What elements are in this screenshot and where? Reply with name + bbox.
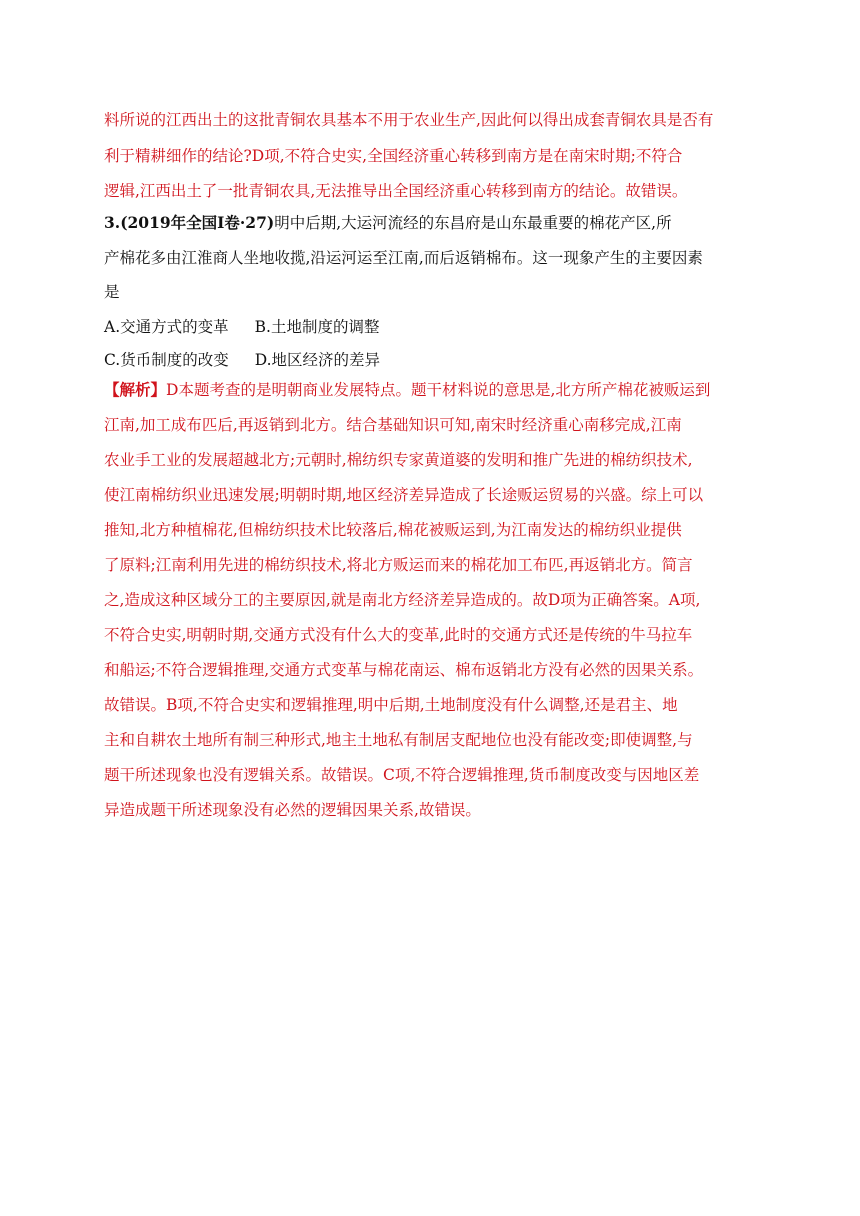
analysis-line: 和船运;不符合逻辑推理,交通方式变革与棉花南运、棉布返销北方没有必然的因果关系。 — [104, 661, 704, 679]
question-stem-first-line — [104, 213, 672, 233]
prev-analysis-line: 料所说的江西出土的这批青铜农具基本不用于农业生产,因此何以得出成套青铜农具是否有 — [104, 111, 714, 129]
analysis-line: 江南,加工成布匹后,再返销到北方。结合基础知识可知,南宋时经济重心南移完成,江南 — [104, 416, 682, 434]
options-row-2 — [104, 350, 380, 370]
options-row-1 — [104, 317, 379, 337]
analysis-line: 推知,北方种植棉花,但棉纺织技术比较落后,棉花被贩运到,为江南发达的棉纺织业提供 — [104, 521, 682, 539]
analysis-line: 异造成题干所述现象没有必然的逻辑因果关系,故错误。 — [104, 801, 481, 819]
question-stem-line: 是 — [104, 283, 120, 301]
question-source: (2019年全国Ⅰ卷·27) — [120, 213, 275, 232]
prev-analysis-line: 利于精耕细作的结论?D项,不符合史实,全国经济重心转移到南方是在南宋时期;不符合 — [104, 147, 683, 165]
analysis-label: 【解析】 — [104, 380, 167, 399]
analysis-text: D本题考查的是明朝商业发展特点。题干材料说的意思是,北方所产棉花被贩运到 — [166, 381, 711, 399]
analysis-line: 题干所述现象也没有逻辑关系。故错误。C项,不符合逻辑推理,货币制度改变与因地区差 — [104, 766, 700, 784]
analysis-line: 故错误。B项,不符合史实和逻辑推理,明中后期,土地制度没有什么调整,还是君主、地 — [104, 696, 678, 714]
option-c: C.货币制度的改变 — [104, 351, 229, 369]
analysis-line: 使江南棉纺织业迅速发展;明朝时期,地区经济差异造成了长途贩运贸易的兴盛。综上可以 — [104, 486, 704, 504]
option-d: D.地区经济的差异 — [254, 351, 381, 369]
prev-analysis-line: 逻辑,江西出土了一批青铜农具,无法推导出全国经济重心转移到南方的结论。故错误。 — [104, 182, 688, 200]
question-stem-line: 产棉花多由江淮商人坐地收揽,沿运河运至江南,而后返销棉布。这一现象产生的主要因素 — [104, 249, 703, 267]
analysis-line: 不符合史实,明朝时期,交通方式没有什么大的变革,此时的交通方式还是传统的牛马拉车 — [104, 626, 693, 644]
option-b: B.土地制度的调整 — [254, 318, 380, 336]
question-number: 3. — [104, 213, 121, 232]
option-a: A.交通方式的变革 — [104, 318, 229, 336]
analysis-line: 了原料;江南利用先进的棉纺织技术,将北方贩运而来的棉花加工布匹,再返销北方。简言 — [104, 556, 693, 574]
analysis-line: 之,造成这种区域分工的主要原因,就是南北方经济差异造成的。故D项为正确答案。A项, — [104, 591, 701, 609]
analysis-line: 主和自耕农土地所有制三种形式,地主土地私有制居支配地位也没有能改变;即使调整,与 — [104, 731, 693, 749]
question-stem-text: 明中后期,大运河流经的东昌府是山东最重要的棉花产区,所 — [274, 214, 672, 232]
analysis-first-line — [104, 380, 710, 400]
analysis-line: 农业手工业的发展超越北方;元朝时,棉纺织专家黄道婆的发明和推广先进的棉纺织技术, — [104, 451, 693, 469]
